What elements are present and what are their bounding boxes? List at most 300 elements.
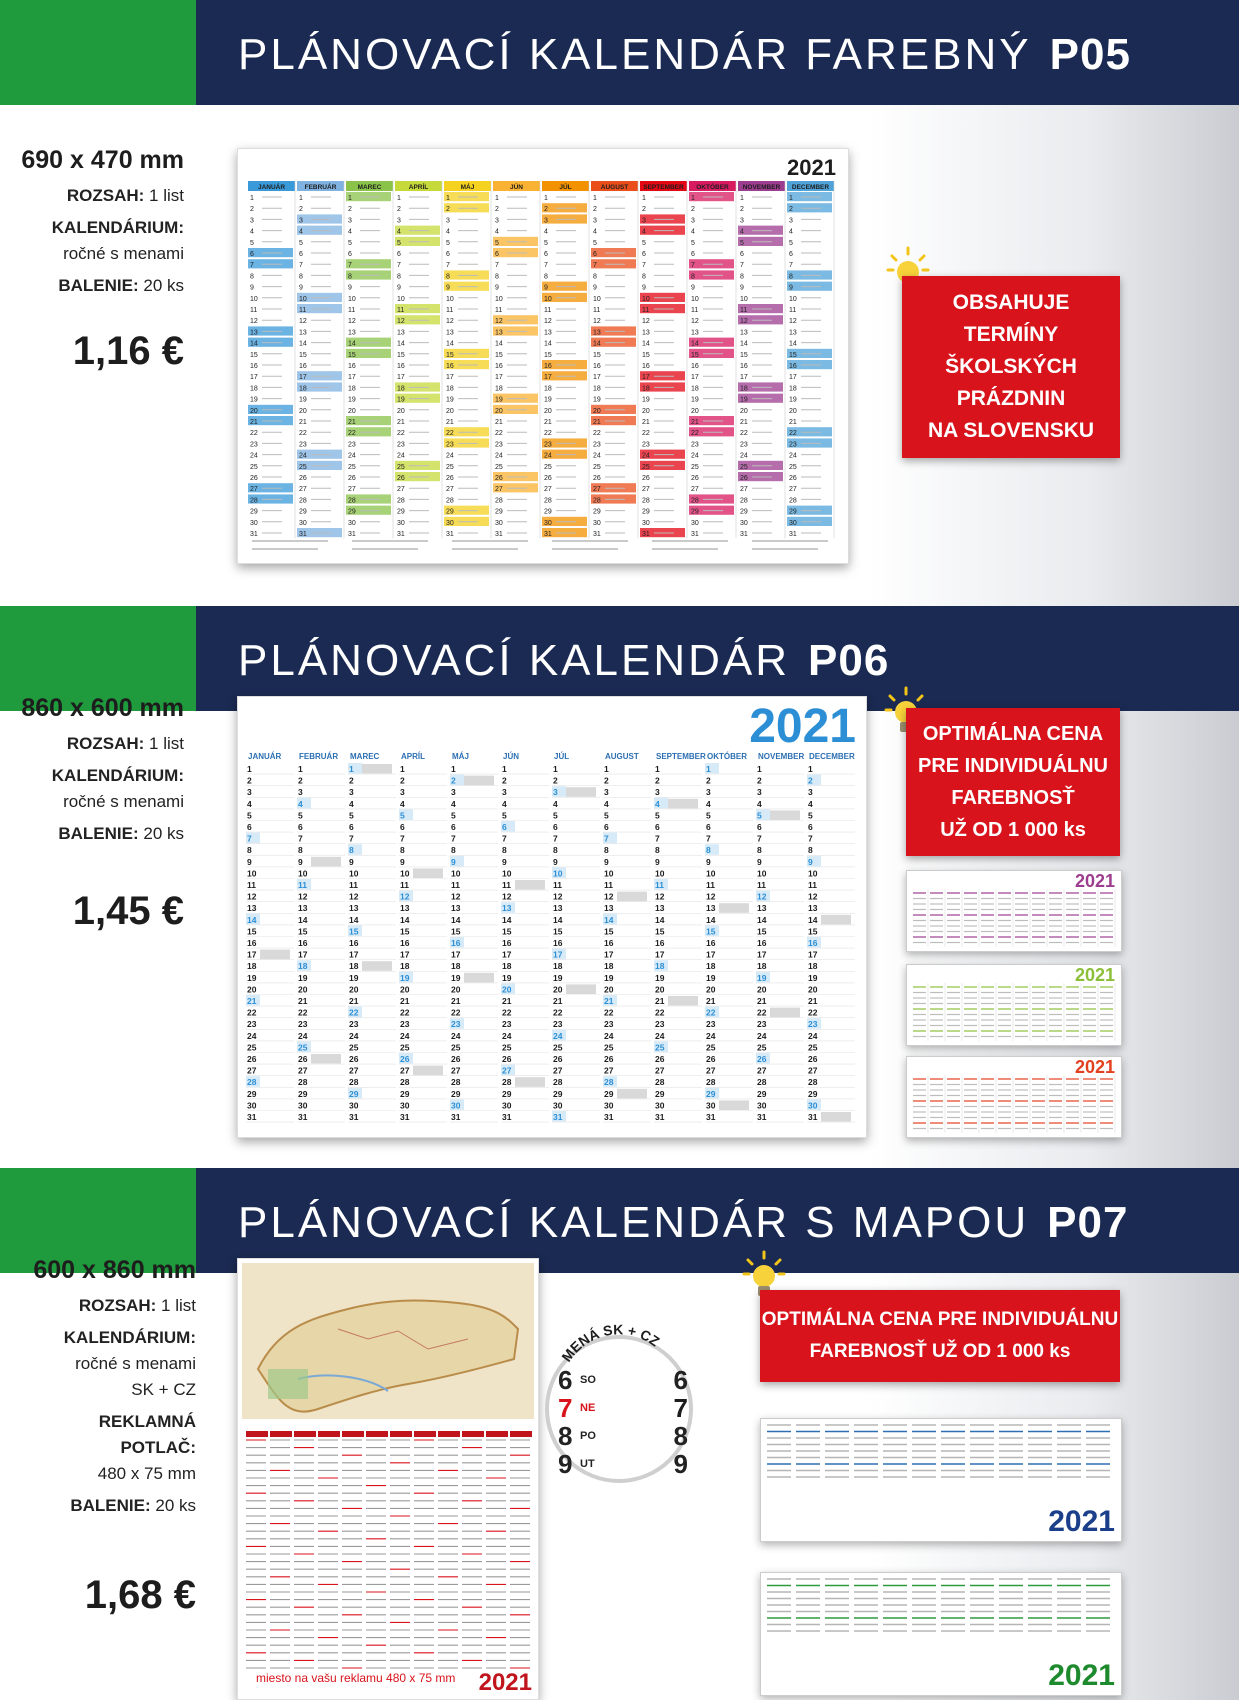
day-number: 6: [349, 822, 354, 832]
day-number: 28: [299, 497, 307, 505]
day-number: 27: [349, 1065, 359, 1076]
range-value: 1 list: [149, 186, 184, 205]
day-number: 9: [446, 284, 450, 292]
day-number: 28: [400, 1077, 410, 1088]
day-number: 4: [808, 798, 813, 809]
day-number: 29: [298, 1088, 308, 1099]
day-number: 19: [757, 972, 767, 983]
day-number: 31: [544, 531, 552, 538]
day-number: 11: [553, 880, 562, 890]
day-number: 14: [642, 340, 650, 348]
note-shade: [719, 903, 749, 913]
day-number: 11: [655, 880, 664, 890]
variant-preview: [906, 964, 1122, 1046]
day-number: 5: [740, 239, 744, 247]
day-number: 31: [604, 1112, 614, 1122]
day-number: 16: [451, 938, 461, 948]
day-number: 16: [397, 363, 405, 370]
day-number: 22: [544, 430, 552, 438]
day-number: 1: [544, 195, 548, 202]
day-number: 25: [451, 1042, 461, 1053]
day-number: 11: [400, 880, 409, 890]
month-name: SEPTEMBER: [643, 184, 684, 191]
day-number: 6: [348, 251, 352, 258]
day-number: 17: [451, 949, 461, 960]
zoom-rows: [558, 1366, 688, 1478]
day-number: 17: [740, 374, 748, 382]
day-number: 24: [691, 452, 699, 460]
day-number: 11: [451, 880, 460, 890]
day-number: 7: [642, 262, 646, 270]
day-number: 3: [451, 787, 456, 798]
calendarium-label: KALENDÁRIUM:: [51, 766, 184, 785]
zoom-day-abbr: NE: [580, 1402, 596, 1414]
day-number: 14: [495, 340, 503, 348]
day-number: 26: [655, 1054, 665, 1064]
badge-line: PRE INDIVIDUÁLNU: [917, 755, 1108, 777]
day-number: 24: [706, 1030, 716, 1041]
day-number: 25: [299, 463, 307, 471]
day-number: 22: [247, 1007, 257, 1018]
day-number: 8: [789, 273, 793, 281]
day-number: 27: [706, 1065, 716, 1076]
day-number: 27: [808, 1065, 818, 1076]
day-number: 19: [655, 972, 665, 983]
day-number: 1: [604, 764, 609, 774]
print-label: REKLAMNÁ POTLAČ:: [98, 1412, 196, 1457]
day-number: 7: [593, 262, 597, 270]
day-number: 16: [691, 363, 699, 370]
day-number: 4: [642, 228, 646, 236]
day-number: 3: [298, 787, 303, 798]
day-number: 10: [604, 868, 614, 879]
calendarium-value: ročné s menami: [75, 1354, 196, 1373]
month-name: JÚL: [554, 752, 570, 761]
packaging-line: [20, 273, 184, 299]
calendar-year: 2021: [478, 1669, 532, 1696]
day-number: 18: [451, 961, 461, 972]
day-number: 16: [604, 938, 614, 948]
day-number: 6: [544, 251, 548, 258]
day-number: 22: [397, 430, 405, 438]
day-number: 13: [553, 903, 563, 914]
day-number: 7: [299, 262, 303, 270]
day-number: 16: [349, 938, 359, 948]
day-number: 19: [446, 396, 454, 404]
day-number: 29: [299, 508, 307, 516]
day-number: 2: [397, 206, 401, 214]
day-number: 12: [593, 318, 601, 326]
day-number: 31: [495, 531, 503, 538]
day-number: 21: [789, 419, 797, 426]
day-number: 27: [250, 486, 258, 494]
day-number: 24: [789, 452, 797, 460]
day-number: 19: [348, 396, 356, 404]
day-number: 28: [250, 497, 258, 505]
day-number: 19: [604, 972, 614, 983]
day-number: 1: [757, 764, 762, 774]
month-name: JANUÁR: [257, 184, 286, 191]
day-number: 22: [250, 430, 258, 438]
variant-preview: [760, 1418, 1122, 1542]
day-number: 20: [349, 984, 359, 995]
day-number: 15: [495, 351, 503, 359]
day-number: 31: [553, 1112, 563, 1122]
day-number: 13: [495, 329, 503, 337]
day-number: 6: [298, 822, 303, 832]
day-number: 3: [348, 217, 352, 225]
day-number: 25: [655, 1042, 665, 1053]
range-label: ROZSAH:: [66, 734, 145, 753]
day-number: 13: [446, 329, 454, 337]
day-number: 13: [808, 903, 818, 914]
day-number: 26: [593, 475, 601, 482]
day-number: 5: [808, 810, 813, 821]
day-number: 16: [247, 938, 257, 948]
day-number: 22: [593, 430, 601, 438]
day-number: 7: [247, 833, 252, 844]
day-number: 6: [451, 822, 456, 832]
day-number: 9: [495, 284, 499, 292]
day-number: 31: [349, 1112, 359, 1122]
day-number: 28: [808, 1077, 818, 1088]
day-number: 20: [691, 407, 699, 415]
day-number: 3: [299, 217, 303, 225]
day-number: 9: [502, 856, 507, 867]
day-number: 27: [502, 1065, 512, 1076]
day-number: 31: [642, 531, 650, 538]
day-number: 17: [446, 374, 454, 382]
day-number: 20: [789, 407, 797, 415]
day-number: 31: [446, 531, 454, 538]
day-number: 15: [299, 351, 307, 359]
day-number: 22: [808, 1007, 818, 1018]
day-number: 2: [593, 206, 597, 214]
day-number: 1: [451, 764, 456, 774]
day-number: 29: [691, 508, 699, 516]
day-number: 23: [250, 441, 258, 449]
day-number: 4: [247, 798, 252, 809]
day-number: 21: [348, 419, 356, 426]
product-code: P07: [1047, 1198, 1129, 1247]
day-number: 1: [789, 195, 793, 202]
day-number: 19: [789, 396, 797, 404]
day-number: 22: [604, 1007, 614, 1018]
day-number: 28: [495, 497, 503, 505]
day-number: 30: [740, 519, 748, 527]
day-number: 6: [553, 822, 558, 832]
day-number: 8: [495, 273, 499, 281]
day-number: 31: [655, 1112, 665, 1122]
day-number: 8: [397, 273, 401, 281]
day-number: 4: [740, 228, 744, 236]
day-number: 21: [446, 419, 454, 426]
day-number: 10: [808, 868, 818, 879]
day-number: 28: [691, 497, 699, 505]
day-number: 1: [446, 195, 450, 202]
day-number: 12: [655, 891, 665, 902]
day-number: 3: [397, 217, 401, 225]
day-number: 15: [397, 351, 405, 359]
day-number: 16: [808, 938, 818, 948]
day-number: 2: [789, 206, 793, 214]
day-number: 16: [544, 363, 552, 370]
day-number: 22: [299, 430, 307, 438]
day-number: 16: [655, 938, 665, 948]
day-number: 2: [349, 775, 354, 786]
day-number: 17: [691, 374, 699, 382]
day-number: 1: [740, 195, 744, 202]
day-number: 21: [593, 419, 601, 426]
day-number: 26: [348, 475, 356, 482]
day-number: 18: [706, 961, 716, 972]
day-number: 26: [544, 475, 552, 482]
note-shade: [821, 915, 851, 925]
day-number: 13: [348, 329, 356, 337]
day-number: 30: [655, 1100, 665, 1111]
day-number: 16: [593, 363, 601, 370]
day-number: 16: [502, 938, 512, 948]
day-number: 24: [397, 452, 405, 460]
day-number: 12: [691, 318, 699, 326]
day-number: 7: [495, 262, 499, 270]
day-number: 14: [298, 914, 308, 925]
day-number: 30: [593, 519, 601, 527]
day-number: 27: [299, 486, 307, 494]
note-shade: [464, 973, 494, 983]
day-number: 12: [446, 318, 454, 326]
day-number: 18: [348, 385, 356, 393]
day-number: 8: [348, 273, 352, 281]
spec-block: [20, 1256, 196, 1618]
day-number: 14: [789, 340, 797, 348]
day-number: 30: [250, 519, 258, 527]
day-number: 12: [706, 891, 716, 902]
day-number: 14: [348, 340, 356, 348]
day-number: 9: [397, 284, 401, 292]
day-number: 18: [544, 385, 552, 393]
day-number: 10: [691, 295, 699, 303]
day-number: 12: [642, 318, 650, 326]
day-number: 3: [247, 787, 252, 798]
badge-line: OBSAHUJE: [952, 291, 1070, 314]
day-number: 13: [349, 903, 359, 914]
day-number: 5: [348, 239, 352, 247]
day-number: 20: [808, 984, 818, 995]
month-header-bar: [414, 1431, 436, 1437]
day-number: 27: [740, 486, 748, 494]
packaging-value: 20 ks: [143, 276, 184, 295]
range-line: [20, 183, 184, 209]
day-number: 8: [757, 845, 762, 856]
day-number: 8: [544, 273, 548, 281]
day-number: 10: [740, 295, 748, 303]
day-number: 31: [451, 1112, 461, 1122]
day-number: 4: [495, 228, 499, 236]
day-number: 21: [740, 419, 748, 426]
day-number: 29: [247, 1088, 257, 1099]
packaging-value: 20 ks: [143, 824, 184, 843]
day-number: 19: [593, 396, 601, 404]
day-number: 1: [299, 195, 303, 202]
day-number: 7: [397, 262, 401, 270]
day-number: 1: [397, 195, 401, 202]
day-number: 10: [706, 868, 716, 879]
day-number: 28: [757, 1077, 767, 1088]
day-number: 26: [349, 1054, 359, 1064]
day-number: 9: [250, 284, 254, 292]
day-number: 5: [446, 239, 450, 247]
month-name: FEBRUÁR: [299, 752, 339, 761]
day-number: 10: [349, 868, 359, 879]
day-number: 6: [740, 251, 744, 258]
day-number: 15: [808, 926, 818, 937]
day-number: 26: [446, 475, 454, 482]
day-number: 21: [250, 419, 258, 426]
day-number: 12: [757, 891, 767, 902]
day-number: 9: [451, 856, 456, 867]
day-number: 6: [247, 822, 252, 832]
day-number: 29: [446, 508, 454, 516]
month-header-bar: [318, 1431, 340, 1437]
day-number: 11: [642, 307, 650, 314]
month-name: APRÍL: [408, 184, 429, 191]
day-number: 13: [400, 903, 410, 914]
day-number: 29: [250, 508, 258, 516]
day-number: 28: [502, 1077, 512, 1088]
day-number: 20: [451, 984, 461, 995]
day-number: 8: [604, 845, 609, 856]
day-number: 10: [502, 868, 512, 879]
range-value: 1 list: [161, 1296, 196, 1315]
day-number: 12: [247, 891, 257, 902]
day-number: 19: [740, 396, 748, 404]
day-number: 4: [502, 798, 507, 809]
day-number: 16: [250, 363, 258, 370]
day-number: 1: [495, 195, 499, 202]
day-number: 22: [553, 1007, 563, 1018]
day-number: 22: [298, 1007, 308, 1018]
month-name: MÁJ: [452, 752, 469, 761]
day-number: 10: [757, 868, 767, 879]
day-number: 27: [400, 1065, 410, 1076]
badge-line: OPTIMÁLNA CENA PRE INDIVIDUÁLNU: [761, 1309, 1119, 1330]
day-number: 23: [451, 1019, 461, 1030]
day-number: 17: [250, 374, 258, 382]
day-number: 11: [250, 307, 258, 314]
day-number: 21: [706, 996, 716, 1006]
month-name: MAREC: [357, 184, 382, 191]
day-number: 30: [553, 1100, 563, 1111]
day-number: 21: [691, 419, 699, 426]
ad-space-text: miesto na vašu reklamu 480 x 75 mm: [256, 1671, 456, 1685]
day-number: 7: [740, 262, 744, 270]
day-number: 2: [544, 206, 548, 214]
day-number: 8: [691, 273, 695, 281]
day-number: 28: [349, 1077, 359, 1088]
day-number: 29: [655, 1088, 665, 1099]
day-number: 29: [757, 1088, 767, 1099]
day-number: 26: [642, 475, 650, 482]
day-number: 4: [400, 798, 405, 809]
day-number: 5: [544, 239, 548, 247]
day-number: 11: [299, 307, 307, 314]
day-number: 24: [502, 1030, 512, 1041]
day-number: 8: [553, 845, 558, 856]
day-number: 23: [349, 1019, 359, 1030]
day-number: 7: [808, 833, 813, 844]
day-number: 7: [604, 833, 609, 844]
day-number: 11: [593, 307, 601, 314]
day-number: 23: [495, 441, 503, 449]
day-number: 3: [789, 217, 793, 225]
zoom-day-abbr: UT: [580, 1458, 595, 1470]
day-number: 22: [502, 1007, 512, 1018]
day-number: 24: [299, 452, 307, 460]
variant-year: 2021: [1074, 965, 1115, 985]
day-number: 9: [808, 856, 813, 867]
zoom-day-number: 6: [558, 1364, 573, 1395]
day-number: 13: [740, 329, 748, 337]
day-number: 7: [789, 262, 793, 270]
day-number: 13: [642, 329, 650, 337]
day-number: 9: [247, 856, 252, 867]
day-number: 17: [553, 949, 563, 960]
day-number: 18: [247, 961, 257, 972]
day-number: 2: [247, 775, 252, 786]
day-number: 10: [247, 868, 257, 879]
day-number: 9: [642, 284, 646, 292]
day-number: 25: [740, 463, 748, 471]
day-number: 12: [250, 318, 258, 326]
day-number: 5: [706, 810, 711, 821]
day-number: 4: [299, 228, 303, 236]
day-number: 15: [740, 351, 748, 359]
note-shade: [719, 1100, 749, 1110]
day-number: 11: [544, 307, 552, 314]
day-number: 2: [604, 775, 609, 786]
month-header-bar: [510, 1431, 532, 1437]
day-number: 15: [655, 926, 665, 937]
day-number: 20: [553, 984, 563, 995]
day-number: 8: [298, 845, 303, 856]
day-number: 18: [740, 385, 748, 393]
note-shade: [515, 1077, 545, 1087]
day-number: 10: [298, 868, 308, 879]
month-name: AUGUST: [600, 184, 629, 191]
day-number: 31: [299, 531, 307, 538]
day-number: 23: [808, 1019, 818, 1030]
day-number: 24: [495, 452, 503, 460]
month-name: OKTÓBER: [707, 752, 747, 761]
day-number: 12: [553, 891, 563, 902]
day-number: 2: [740, 206, 744, 214]
day-number: 9: [299, 284, 303, 292]
names-zoom-circle: [534, 1314, 704, 1484]
day-number: 13: [544, 329, 552, 337]
day-number: 24: [400, 1030, 410, 1041]
day-number: 20: [604, 984, 614, 995]
day-number: 20: [299, 407, 307, 415]
day-number: 16: [446, 363, 454, 370]
day-number: 14: [691, 340, 699, 348]
day-number: 2: [348, 206, 352, 214]
range-label: ROZSAH:: [66, 186, 145, 205]
month-name: MAREC: [350, 752, 380, 761]
day-number: 4: [604, 798, 609, 809]
day-number: 18: [400, 961, 410, 972]
day-number: 7: [502, 833, 507, 844]
